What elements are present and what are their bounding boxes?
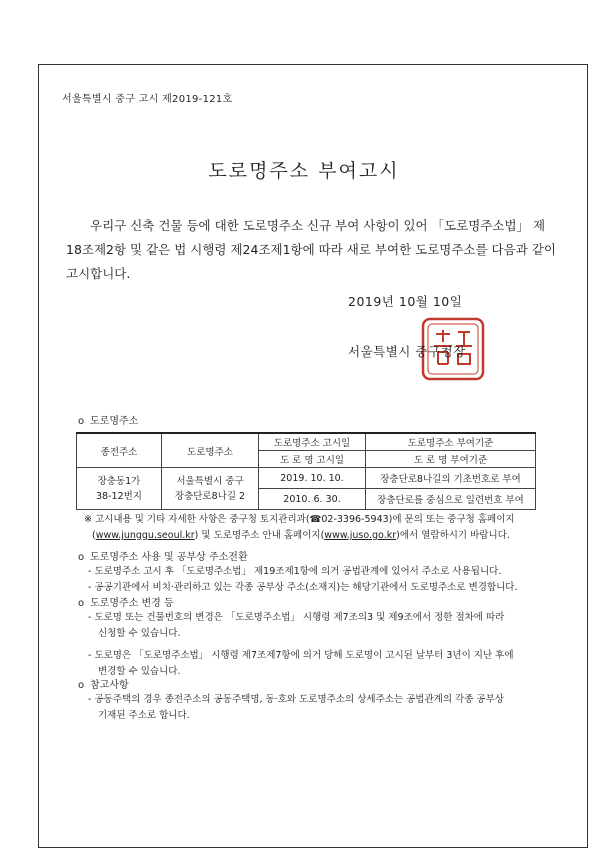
list-item: - 공공기관에서 비치·관리하고 있는 각종 공부상 주소(소재지)는 해당기관에서 도로명주소로 변경합니다. bbox=[88, 582, 518, 593]
notice-number: 서울특별시 중구 고시 제2019-121호 bbox=[62, 94, 233, 105]
road-basis-cell: 장충단로를 중심으로 일련번호 부여 bbox=[366, 489, 536, 510]
list-item: - 공동주택의 경우 종전주소의 공동주택명, 동·호와 도로명주소의 상세주소는 공법관계의 각종 공부상 bbox=[88, 694, 504, 705]
note-text-1: ※ 고시내용 및 기타 자세한 사항은 중구청 토지관리과(☎02-3396-5943)에 문의 또는 중구청 홈페이지 bbox=[84, 514, 515, 525]
note-text-2: 및 도로명주소 안내 홈페이지( bbox=[201, 530, 325, 541]
table-header-prev: 종전주소 bbox=[77, 433, 162, 468]
section-bullet: o bbox=[78, 552, 85, 563]
section-bullet: o bbox=[78, 680, 85, 691]
road-address-line2: 장충단로8나길 2 bbox=[174, 490, 246, 502]
list-item-continued: 기재된 주소로 합니다. bbox=[98, 710, 190, 721]
page-title: 도로명주소 부여고시 bbox=[208, 160, 400, 182]
table-header-basis-bottom: 도 로 명 부여기준 bbox=[366, 451, 536, 468]
notice-date: 2019년 10월 10일 bbox=[348, 294, 463, 309]
body-paragraph bbox=[66, 214, 556, 286]
juso-link[interactable]: www.juso.go.kr bbox=[324, 530, 397, 541]
section-title: 참고사항 bbox=[90, 680, 129, 691]
road-address-line1: 서울특별시 중구 bbox=[176, 475, 244, 487]
prev-address-cell bbox=[77, 468, 162, 510]
notice-date-cell: 2019. 10. 10. bbox=[259, 468, 366, 489]
table-row bbox=[77, 468, 536, 489]
section-title: 도로명주소 변경 등 bbox=[90, 598, 174, 609]
section-title: 도로명주소 사용 및 공부상 주소전환 bbox=[90, 552, 248, 563]
section-change bbox=[78, 594, 174, 609]
table-header-date-top: 도로명주소 고시일 bbox=[259, 433, 366, 451]
section-reference bbox=[78, 676, 129, 691]
prev-address-line2: 38-12번지 bbox=[96, 490, 142, 502]
list-item: - 도로명 또는 건물번호의 변경은 「도로명주소법」 시행령 제7조의3 및 제9조에서 정한 절차에 따라 bbox=[88, 612, 505, 623]
basis-cell: 장충단로8나길의 기초번호로 부여 bbox=[366, 468, 536, 489]
list-item: - 도로명은 「도로명주소법」 시행령 제7조제7항에 의거 당해 도로명이 고시된 날부터 3년이 지난 후에 bbox=[88, 650, 514, 661]
section-bullet: o bbox=[78, 598, 85, 609]
table-header-road: 도로명주소 bbox=[162, 433, 259, 468]
address-table bbox=[76, 432, 536, 510]
section-address bbox=[78, 412, 138, 427]
section-usage bbox=[78, 548, 248, 563]
road-date-cell: 2010. 6. 30. bbox=[259, 489, 366, 510]
junggu-link[interactable]: www.junggu.seoul.kr bbox=[95, 530, 195, 541]
body-text: 우리구 신축 건물 등에 대한 도로명주소 신규 부여 사항이 있어 「도로명주소법」 제18조제2항 및 같은 법 시행령 제24조제1항에 따라 새로 부여한 도로명주소를 다음과 같이 고시합니다. bbox=[66, 218, 556, 281]
section-title: 도로명주소 bbox=[90, 416, 139, 427]
table-header-basis-top: 도로명주소 부여기준 bbox=[366, 433, 536, 451]
prev-address-line1: 장충동1가 bbox=[97, 475, 141, 487]
inquiry-note: ※ 고시내용 및 기타 자세한 사항은 중구청 토지관리과(☎02-3396-5943)에 문의 또는 중구청 홈페이지 (www.junggu.seoul.kr) 및 도로명주소 안내 홈페이지(www.juso.go.kr)에서 열람하시기 바랍니다. bbox=[84, 514, 515, 541]
reference-list bbox=[88, 692, 558, 724]
usage-list bbox=[88, 564, 558, 596]
section-bullet: o bbox=[78, 416, 85, 427]
list-item: - 도로명주소 고시 후 「도로명주소법」 제19조제1항에 의거 공법관계에 있어서 주소로 사용됩니다. bbox=[88, 566, 502, 577]
table-header-date-bottom: 도 로 명 고시일 bbox=[259, 451, 366, 468]
road-address-cell bbox=[162, 468, 259, 510]
note-text-3: )에서 열람하시기 바랍니다. bbox=[396, 530, 510, 541]
list-item-continued: 신청할 수 있습니다. bbox=[98, 628, 181, 639]
change-list bbox=[88, 610, 558, 680]
issuer-name: 서울특별시 중구청장 bbox=[348, 344, 466, 359]
list-item-continued: 변경할 수 있습니다. bbox=[98, 666, 181, 677]
